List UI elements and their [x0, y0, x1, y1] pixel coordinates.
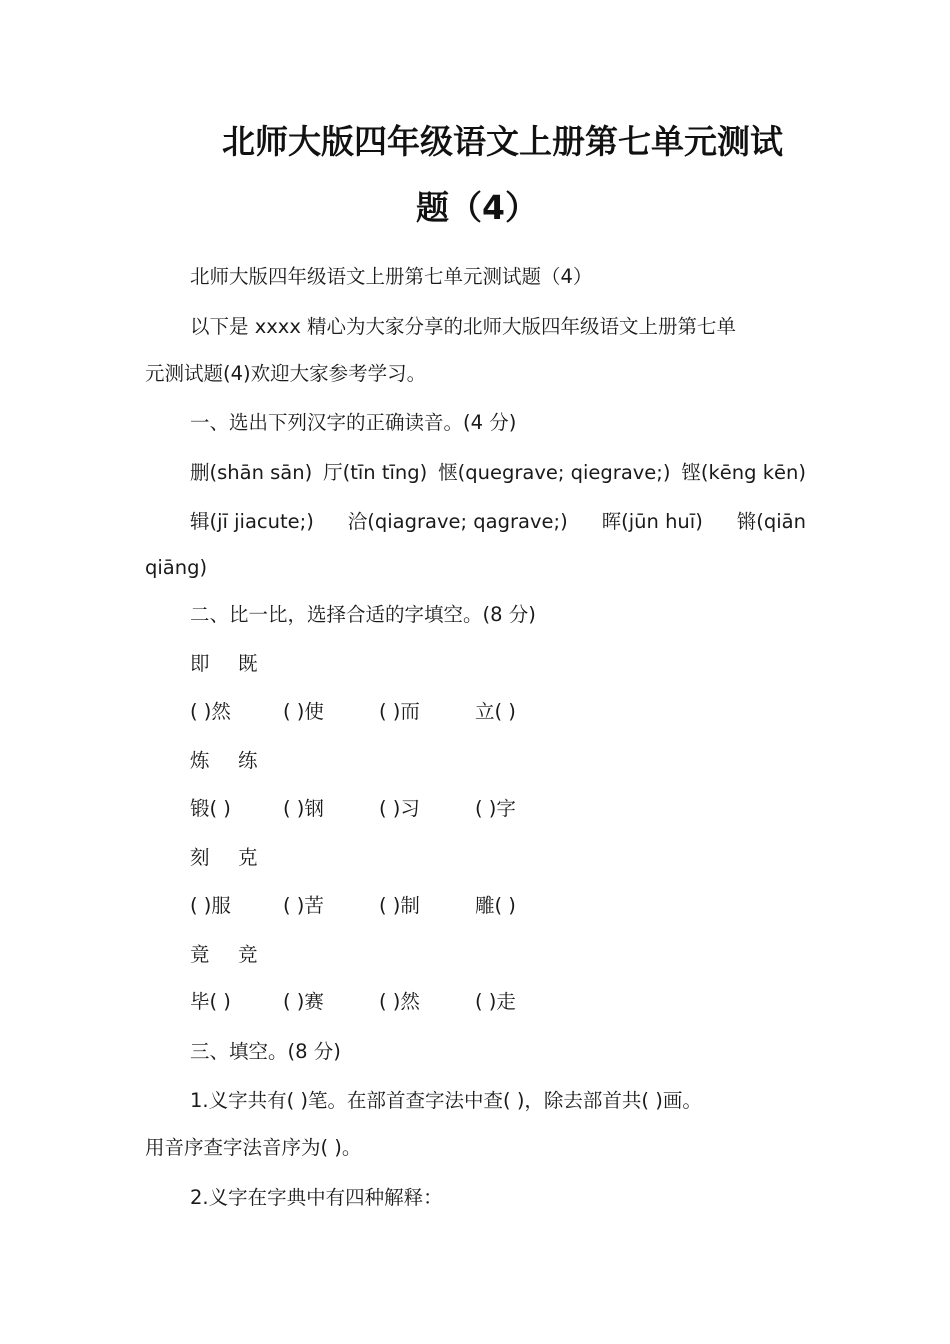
fill-blank: 立( ) [475, 700, 516, 723]
intro-paragraph-line-2: 元测试题(4)欢迎大家参考学习。 [145, 362, 427, 385]
fill-blank: ( )然 [379, 990, 420, 1013]
pinyin-item: 晖(jūn huī) [601, 510, 703, 533]
char-pair [190, 651, 286, 677]
fill-blank: ( )使 [283, 700, 324, 723]
char-option: 即 [190, 652, 210, 675]
document-title-line-1: 北师大版四年级语文上册第七单元测试 [222, 122, 783, 161]
pinyin-item: 洽(qiagrave; qagrave;) [347, 510, 568, 533]
blank-row [190, 893, 516, 919]
char-pair [190, 748, 286, 774]
char-pair [190, 942, 286, 968]
pinyin-item: 删(shān sān) [190, 461, 313, 484]
question-1-line-1: 1.义字共有( )笔。在部首查字法中查( )，除去部首共( )画。 [190, 1089, 702, 1112]
fill-blank: 雕( ) [475, 894, 516, 917]
pinyin-item: 锵(qiān [736, 510, 806, 533]
char-option: 竟 [190, 943, 210, 966]
fill-blank: ( )苦 [283, 894, 324, 917]
pinyin-item: 铿(kēng kēn) [681, 461, 806, 484]
pinyin-item: 厅(tīn tīng) [323, 461, 428, 484]
question-1-line-2: 用音序查字法音序为( )。 [145, 1136, 362, 1159]
pinyin-row-2-continued: qiāng) [145, 556, 208, 579]
pinyin-row-1 [190, 460, 806, 486]
blank-row [190, 989, 516, 1015]
fill-blank: ( )服 [190, 894, 231, 917]
blank-row [190, 796, 516, 822]
char-option: 克 [238, 846, 258, 869]
intro-paragraph-line-1: 以下是 xxxx 精心为大家分享的北师大版四年级语文上册第七单 [190, 315, 737, 338]
subtitle: 北师大版四年级语文上册第七单元测试题（4） [190, 265, 593, 288]
pinyin-row-2 [190, 509, 806, 535]
fill-blank: ( )而 [379, 700, 420, 723]
document-title-line-2: 题（4） [416, 188, 538, 227]
char-option: 刻 [190, 846, 210, 869]
fill-blank: ( )走 [475, 990, 516, 1013]
question-2: 2.义字在字典中有四种解释： [190, 1186, 443, 1209]
section-2-heading: 二、比一比，选择合适的字填空。(8 分) [190, 603, 536, 626]
char-pair [190, 845, 286, 871]
char-option: 既 [238, 652, 258, 675]
section-3-heading: 三、填空。(8 分) [190, 1040, 341, 1063]
pinyin-item: 惬(quegrave; qiegrave;) [438, 461, 671, 484]
fill-blank: ( )赛 [283, 990, 324, 1013]
fill-blank: ( )然 [190, 700, 231, 723]
fill-blank: ( )制 [379, 894, 420, 917]
section-1-heading: 一、选出下列汉字的正确读音。(4 分) [190, 411, 517, 434]
blank-row [190, 699, 516, 725]
fill-blank: ( )字 [475, 797, 516, 820]
fill-blank: ( )习 [379, 797, 420, 820]
pinyin-item: 辑(jī jiacute;) [190, 510, 314, 533]
fill-blank: 锻( ) [190, 797, 231, 820]
char-option: 练 [238, 749, 258, 772]
char-option: 炼 [190, 749, 210, 772]
fill-blank: 毕( ) [190, 990, 231, 1013]
char-option: 竞 [238, 943, 258, 966]
fill-blank: ( )钢 [283, 797, 324, 820]
